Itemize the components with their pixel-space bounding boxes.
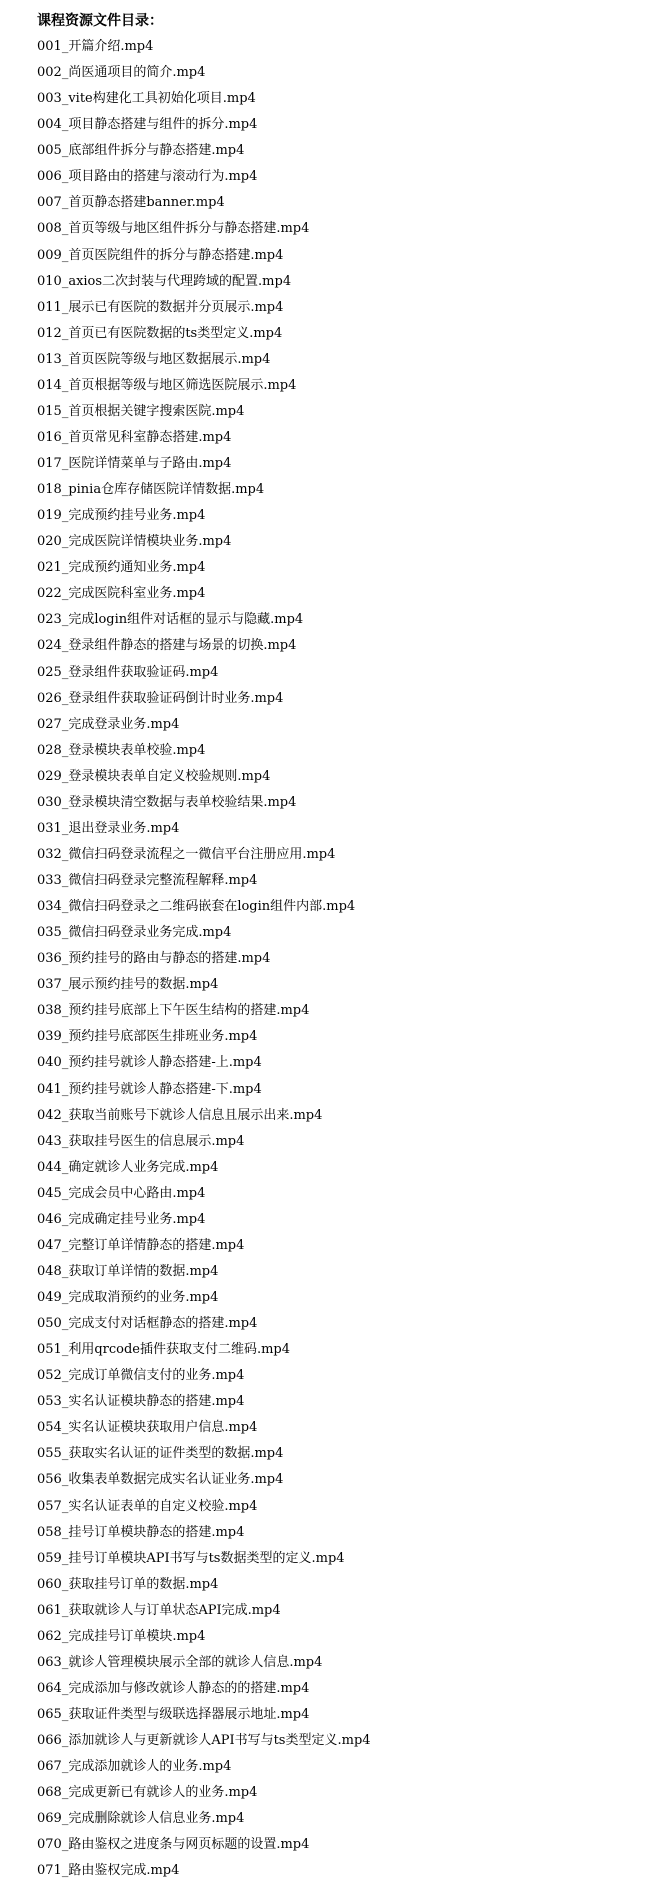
list-item: 038_预约挂号底部上下午医生结构的搭建.mp4 <box>37 1003 310 1019</box>
list-item: 031_退出登录业务.mp4 <box>37 820 180 836</box>
list-item: 067_完成添加就诊人的业务.mp4 <box>37 1759 232 1775</box>
list-item: 062_完成挂号订单模块.mp4 <box>37 1628 206 1644</box>
list-item: 017_医院详情菜单与子路由.mp4 <box>37 456 232 471</box>
list-item: 044_确定就诊人业务完成.mp4 <box>37 1159 219 1175</box>
list-item: 056_收集表单数据完成实名认证业务.mp4 <box>37 1472 284 1488</box>
list-item: 060_获取挂号订单的数据.mp4 <box>37 1576 219 1592</box>
list-item: 036_预约挂号的路由与静态的搭建.mp4 <box>37 951 271 967</box>
list-item: 019_完成预约挂号业务.mp4 <box>37 508 206 524</box>
list-item: 005_底部组件拆分与静态搭建.mp4 <box>37 143 245 159</box>
list-item: 054_实名认证模块获取用户信息.mp4 <box>37 1420 258 1436</box>
list-item: 009_首页医院组件的拆分与静态搭建.mp4 <box>37 247 284 263</box>
list-item: 058_挂号订单模块静态的搭建.mp4 <box>37 1524 245 1540</box>
list-item: 030_登录模块清空数据与表单校验结果.mp4 <box>37 794 297 810</box>
list-item: 004_项目静态搭建与组件的拆分.mp4 <box>37 117 258 133</box>
list-item: 024_登录组件静态的搭建与场景的切换.mp4 <box>37 638 297 654</box>
list-item: 066_添加就诊人与更新就诊人API书写与ts类型定义.mp4 <box>37 1733 371 1749</box>
list-item: 042_获取当前账号下就诊人信息且展示出来.mp4 <box>37 1107 323 1123</box>
list-item: 052_完成订单微信支付的业务.mp4 <box>37 1368 245 1384</box>
list-item: 043_获取挂号医生的信息展示.mp4 <box>37 1133 245 1149</box>
list-item: 032_微信扫码登录流程之一微信平台注册应用.mp4 <box>37 846 336 862</box>
list-item: 002_尚医通项目的简介.mp4 <box>37 65 206 81</box>
list-item: 049_完成取消预约的业务.mp4 <box>37 1290 219 1305</box>
list-item: 014_首页根据等级与地区筛选医院展示.mp4 <box>37 377 297 393</box>
list-item: 010_axios二次封装与代理跨域的配置.mp4 <box>37 273 292 289</box>
list-item: 015_首页根据关键字搜索医院.mp4 <box>37 403 245 419</box>
list-item: 053_实名认证模块静态的搭建.mp4 <box>37 1394 245 1410</box>
file-list <box>37 34 637 1884</box>
list-item: 068_完成更新已有就诊人的业务.mp4 <box>37 1785 258 1801</box>
list-item: 061_获取就诊人与订单状态API完成.mp4 <box>37 1602 281 1618</box>
list-item: 064_完成添加与修改就诊人静态的的搭建.mp4 <box>37 1680 310 1696</box>
list-item: 023_完成login组件对话框的显示与隐藏.mp4 <box>37 612 304 628</box>
list-item: 022_完成医院科室业务.mp4 <box>37 586 206 602</box>
course-file-directory <box>37 8 637 1884</box>
list-item: 027_完成登录业务.mp4 <box>37 716 180 732</box>
list-item: 065_获取证件类型与级联选择器展示地址.mp4 <box>37 1707 310 1722</box>
list-item: 051_利用qrcode插件获取支付二维码.mp4 <box>37 1342 291 1358</box>
list-item: 046_完成确定挂号业务.mp4 <box>37 1211 206 1227</box>
list-item: 008_首页等级与地区组件拆分与静态搭建.mp4 <box>37 221 310 237</box>
list-item: 035_微信扫码登录业务完成.mp4 <box>37 925 232 941</box>
list-item: 040_预约挂号就诊人静态搭建-上.mp4 <box>37 1055 262 1071</box>
list-item: 070_路由鉴权之进度条与网页标题的设置.mp4 <box>37 1837 310 1853</box>
list-item: 033_微信扫码登录完整流程解释.mp4 <box>37 873 258 888</box>
list-item: 007_首页静态搭建banner.mp4 <box>37 195 225 211</box>
list-item: 016_首页常见科室静态搭建.mp4 <box>37 429 232 445</box>
list-item: 021_完成预约通知业务.mp4 <box>37 560 206 576</box>
list-item: 034_微信扫码登录之二维码嵌套在login组件内部.mp4 <box>37 899 356 915</box>
list-item: 048_获取订单详情的数据.mp4 <box>37 1263 219 1279</box>
list-item: 028_登录模块表单校验.mp4 <box>37 742 206 758</box>
list-item: 006_项目路由的搭建与滚动行为.mp4 <box>37 169 258 185</box>
list-item: 012_首页已有医院数据的ts类型定义.mp4 <box>37 325 283 341</box>
list-item: 047_完整订单详情静态的搭建.mp4 <box>37 1237 245 1253</box>
list-item: 041_预约挂号就诊人静态搭建-下.mp4 <box>37 1081 262 1097</box>
list-item: 039_预约挂号底部医生排班业务.mp4 <box>37 1029 258 1045</box>
list-item: 011_展示已有医院的数据并分页展示.mp4 <box>37 299 284 315</box>
list-item: 020_完成医院详情模块业务.mp4 <box>37 534 232 550</box>
list-item: 045_完成会员中心路由.mp4 <box>37 1185 206 1201</box>
list-item: 057_实名认证表单的自定义校验.mp4 <box>37 1498 258 1514</box>
list-item: 029_登录模块表单自定义校验规则.mp4 <box>37 768 271 784</box>
list-item: 025_登录组件获取验证码.mp4 <box>37 664 219 680</box>
page-title: 课程资源文件目录： <box>37 13 163 29</box>
list-item: 069_完成删除就诊人信息业务.mp4 <box>37 1811 245 1827</box>
list-item: 059_挂号订单模块API书写与ts数据类型的定义.mp4 <box>37 1550 345 1566</box>
list-item: 003_vite构建化工具初始化项目.mp4 <box>37 91 256 107</box>
list-item: 018_pinia仓库存储医院详情数据.mp4 <box>37 482 265 498</box>
list-item: 026_登录组件获取验证码倒计时业务.mp4 <box>37 690 284 706</box>
list-item: 001_开篇介绍.mp4 <box>37 39 154 54</box>
list-item: 013_首页医院等级与地区数据展示.mp4 <box>37 351 271 367</box>
list-item: 037_展示预约挂号的数据.mp4 <box>37 977 219 993</box>
list-item: 055_获取实名认证的证件类型的数据.mp4 <box>37 1446 284 1462</box>
list-item: 063_就诊人管理模块展示全部的就诊人信息.mp4 <box>37 1654 323 1670</box>
list-item: 071_路由鉴权完成.mp4 <box>37 1863 180 1879</box>
list-item: 050_完成支付对话框静态的搭建.mp4 <box>37 1316 258 1332</box>
